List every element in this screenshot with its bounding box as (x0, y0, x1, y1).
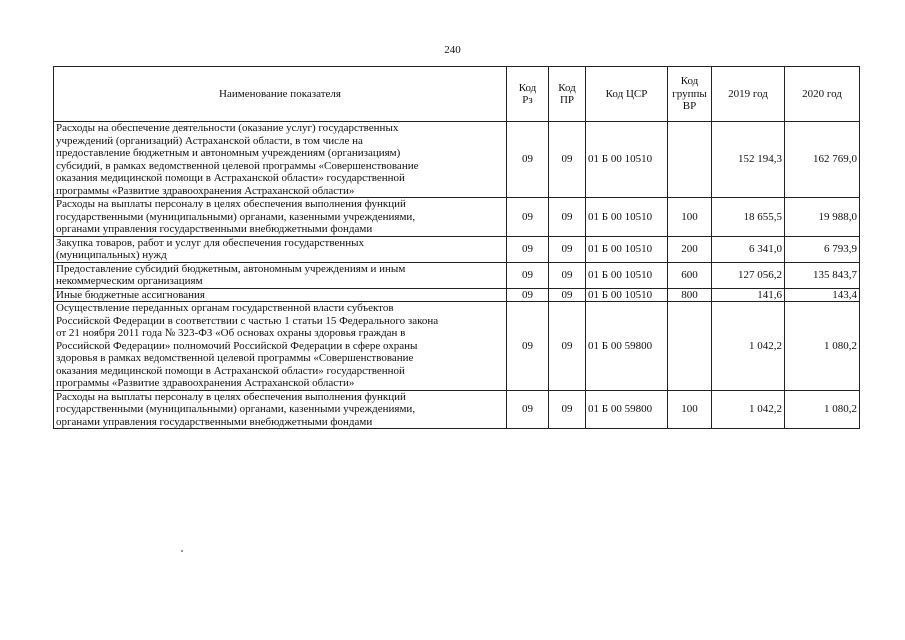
row-2019: 127 056,2 (712, 262, 785, 288)
header-name: Наименование показателя (54, 67, 507, 122)
table-row (54, 236, 860, 262)
row-2019: 152 194,3 (712, 122, 785, 198)
row-csr: 01 Б 00 10510 (586, 288, 668, 302)
row-2019: 1 042,2 (712, 302, 785, 391)
scan-artifact-dot (181, 550, 183, 552)
budget-table (53, 66, 860, 429)
row-vr (668, 122, 712, 198)
row-pr: 09 (549, 302, 586, 391)
header-2020: 2020 год (785, 67, 860, 122)
row-pr: 09 (549, 390, 586, 429)
row-2019: 18 655,5 (712, 198, 785, 237)
row-vr (668, 302, 712, 391)
page-number: 240 (444, 44, 461, 56)
row-name: Расходы на обеспечение деятельности (оказание услуг) государственных учреждений (организаций) Астраханской области, в том числе на предоставление бюджетным и автономным учреждениям (организациям) субсидий, в рамках ведомственной целевой программы «Совершенствование оказания медицинской помощи в Астраханской области» государственной программы «Развитие здравоохранения Астраханской области» (54, 122, 507, 198)
row-csr: 01 Б 00 59800 (586, 390, 668, 429)
row-vr: 100 (668, 198, 712, 237)
row-2020: 143,4 (785, 288, 860, 302)
row-rz: 09 (507, 262, 549, 288)
row-vr: 600 (668, 262, 712, 288)
row-2020: 1 080,2 (785, 390, 860, 429)
row-pr: 09 (549, 198, 586, 237)
row-2020: 19 988,0 (785, 198, 860, 237)
row-csr: 01 Б 00 10510 (586, 236, 668, 262)
row-pr: 09 (549, 262, 586, 288)
row-name: Закупка товаров, работ и услуг для обеспечения государственных (муниципальных) нужд (54, 236, 507, 262)
row-vr: 100 (668, 390, 712, 429)
row-2019: 141,6 (712, 288, 785, 302)
row-pr: 09 (549, 122, 586, 198)
row-name: Расходы на выплаты персоналу в целях обеспечения выполнения функций государственными (муниципальными) органами, казенными учреждениями, органами управления государственными внебюджетными фондами (54, 390, 507, 429)
row-name: Расходы на выплаты персоналу в целях обеспечения выполнения функций государственными (муниципальными) органами, казенными учреждениями, органами управления государственными внебюджетными фондами (54, 198, 507, 237)
row-rz: 09 (507, 236, 549, 262)
row-rz: 09 (507, 390, 549, 429)
header-csr: Код ЦСР (586, 67, 668, 122)
row-csr: 01 Б 00 10510 (586, 262, 668, 288)
row-2020: 1 080,2 (785, 302, 860, 391)
table-row (54, 288, 860, 302)
header-pr: Код ПР (549, 67, 586, 122)
row-2020: 135 843,7 (785, 262, 860, 288)
table-row (54, 390, 860, 429)
row-csr: 01 Б 00 10510 (586, 122, 668, 198)
row-name: Осуществление переданных органам государственной власти субъектов Российской Федерации в соответствии с частью 1 статьи 15 Федерального закона от 21 ноября 2011 года № 323-ФЗ «Об основах охраны здоровья граждан в Российской Федерации» полномочий Российской Федерации в сфере охраны здоровья в рамках ведомственной целевой программы «Совершенствование оказания медицинской помощи в Астраханской области» государственной программы «Развитие здравоохранения Астраханской области» (54, 302, 507, 391)
row-rz: 09 (507, 302, 549, 391)
row-2019: 1 042,2 (712, 390, 785, 429)
table-header-row (54, 67, 860, 122)
row-name: Иные бюджетные ассигнования (54, 288, 507, 302)
row-name: Предоставление субсидий бюджетным, автономным учреждениям и иным некоммерческим организациям (54, 262, 507, 288)
row-vr: 200 (668, 236, 712, 262)
row-csr: 01 Б 00 10510 (586, 198, 668, 237)
header-2019: 2019 год (712, 67, 785, 122)
row-2020: 6 793,9 (785, 236, 860, 262)
row-rz: 09 (507, 288, 549, 302)
header-vr: Код группы ВР (668, 67, 712, 122)
table-row (54, 302, 860, 391)
row-2020: 162 769,0 (785, 122, 860, 198)
table-row (54, 262, 860, 288)
row-vr: 800 (668, 288, 712, 302)
table-row (54, 198, 860, 237)
row-pr: 09 (549, 236, 586, 262)
row-rz: 09 (507, 122, 549, 198)
row-pr: 09 (549, 288, 586, 302)
table-row (54, 122, 860, 198)
header-rz: Код Рз (507, 67, 549, 122)
row-2019: 6 341,0 (712, 236, 785, 262)
row-csr: 01 Б 00 59800 (586, 302, 668, 391)
row-rz: 09 (507, 198, 549, 237)
